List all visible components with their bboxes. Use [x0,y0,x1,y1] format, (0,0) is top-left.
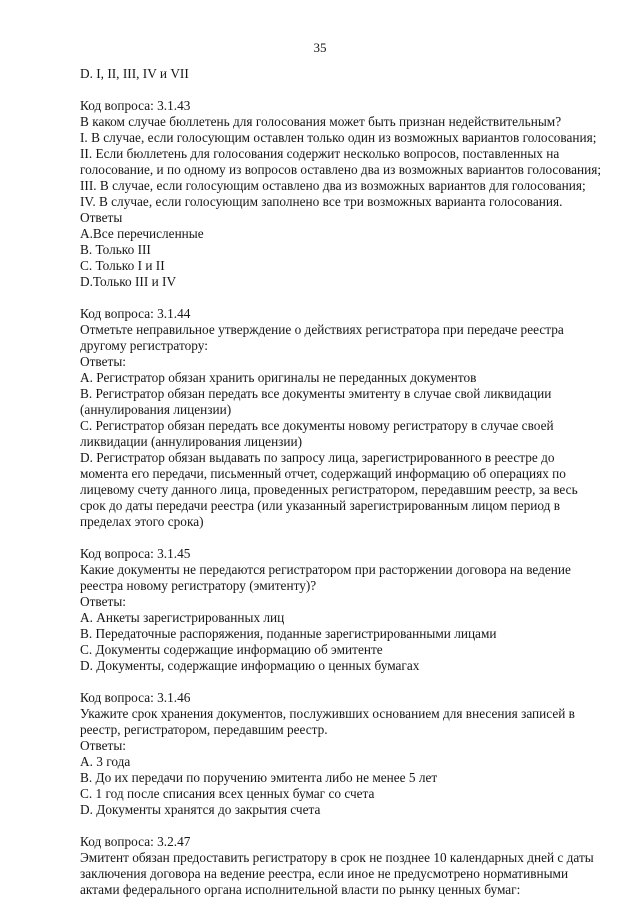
question-text-line: Эмитент обязан предоставить регистратору в срок не позднее 10 календарных дней с даты [80,850,594,865]
question-text-line: B. Только III [80,242,151,257]
page-number: 35 [313,40,327,55]
question-block [80,690,600,818]
question-text-line: пределах этого срока) [80,514,204,529]
question-block [80,306,600,530]
question-text-line: C. Только I и II [80,258,165,273]
question-code: Код вопроса: 3.2.47 [80,834,191,849]
question-text-line: IV. В случае, если голосующим заполнено все три возможных варианта голосования. [80,194,563,209]
question-text-line: заключения договора на ведение реестра, если иное не предусмотрено нормативными [80,866,569,881]
question-text-line: Отметьте неправильное утверждение о действиях регистратора при передаче реестра [80,322,564,337]
question-text-line: A. Регистратор обязан хранить оригиналы не переданных документов [80,370,477,385]
question-text-line: (аннулирования лицензии) [80,402,232,417]
question-text-line: Укажите срок хранения документов, послуживших основанием для внесения записей в [80,706,575,721]
question-code: Код вопроса: 3.1.44 [80,306,191,321]
question-text-line: лицевому счету данного лица, проведенных регистратором, передавшим реестр, за весь [80,482,578,497]
question-code: Код вопроса: 3.1.45 [80,546,191,561]
question-code: Код вопроса: 3.1.46 [80,690,191,705]
question-text-line: A.Все перечисленные [80,226,204,241]
question-text-line: C. Документы содержащие информацию об эмитенте [80,642,383,657]
question-text-line: момента его передачи, письменный отчет, содержащий информацию об операциях по [80,466,566,481]
question-text-line: срок до даты передачи реестра (или указанный зарегистрированным лицом период в [80,498,561,513]
intro-line: D. I, II, III, IV и VII [80,66,189,81]
question-text-line: C. 1 год после списания всех ценных бумаг со счета [80,786,375,801]
question-text-line: реестр, регистратором, передавшим реестр. [80,722,328,737]
question-block [80,546,600,674]
question-text-line: I. В случае, если голосующим оставлен только один из возможных вариантов голосования; [80,130,597,145]
question-list [80,98,600,898]
question-code: Код вопроса: 3.1.43 [80,98,191,113]
question-text-line: Какие документы не передаются регистратором при расторжении договора на ведение [80,562,571,577]
question-text-line: Ответы [80,210,123,225]
question-text-line: другому регистратору: [80,338,208,353]
question-text-line: Ответы: [80,354,126,369]
question-text-line: В каком случае бюллетень для голосования может быть признан недействительным? [80,114,562,129]
question-text-line: B. До их передачи по поручению эмитента либо не менее 5 лет [80,770,438,785]
question-block [80,98,600,290]
question-text-line: Ответы: [80,594,126,609]
document-body [80,66,600,914]
question-text-line: актами федерального органа исполнительной власти по рынку ценных бумаг: [80,882,521,897]
question-text-line: C. Регистратор обязан передать все документы новому регистратору в случае своей [80,418,554,433]
question-text-line: B. Передаточные распоряжения, поданные зарегистрированными лицами [80,626,497,641]
question-text-line: Ответы: [80,738,126,753]
question-text-line: D.Только III и IV [80,274,177,289]
question-text-line: II. Если бюллетень для голосования содержит несколько вопросов, поставленных на [80,146,560,161]
question-text-line: B. Регистратор обязан передать все документы эмитенту в случае свой ликвидации [80,386,552,401]
question-text-line: D. Документы, содержащие информацию о ценных бумагах [80,658,420,673]
question-text-line: A. 3 года [80,754,131,769]
question-text-line: голосование, и по одному из вопросов оставлено два из возможных вариантов голосования; [80,162,602,177]
question-text-line: ликвидации (аннулирования лицензии) [80,434,303,449]
question-text-line: A. Анкеты зарегистрированных лиц [80,610,285,625]
question-text-line: реестра новому регистратору (эмитенту)? [80,578,317,593]
question-text-line: III. В случае, если голосующим оставлено два из возможных вариантов для голосования; [80,178,586,193]
question-block [80,834,600,898]
question-text-line: D. Регистратор обязан выдавать по запросу лица, зарегистрированного в реестре до [80,450,555,465]
question-text-line: D. Документы хранятся до закрытия счета [80,802,321,817]
